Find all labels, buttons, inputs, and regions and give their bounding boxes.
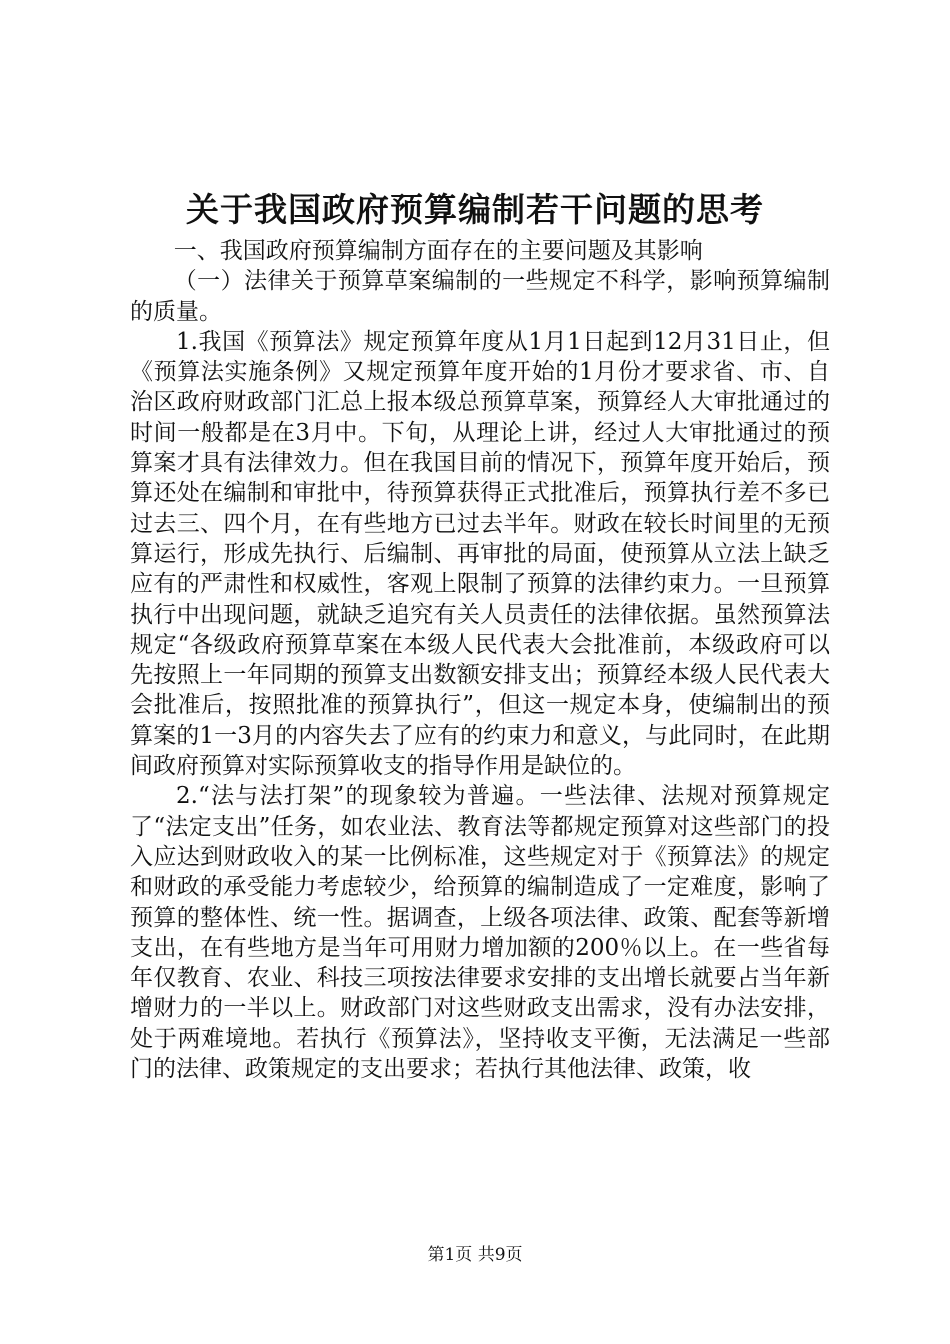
- body-paragraph-1: 1.我国《预算法》规定预算年度从1月1日起到12月31日止，但《预算法实施条例》又规定预算年度开始的1月份才要求省、市、自治区政府财政部门汇总上报本级总预算草案，预算经人大审批通过的时间一般都是在3月中。下旬，从理论上讲，经过人大审批通过的预算案才具有法律效力。但在我国目前的情况下，预算年度开始后，预算还处在编制和审批中，待预算获得正式批准后，预算执行差不多已过去三、四个月，在有些地方已过去半年。财政在较长时间里的无预算运行，形成先执行、后编制、再审批的局面，使预算从立法上缺乏应有的严肃性和权威性，客观上限制了预算的法律约束力。一旦预算执行中出现问题，就缺乏追究有关人员责任的法律依据。虽然预算法规定“各级政府预算草案在本级人民代表大会批准前，本级政府可以先按照上一年同期的预算支出数额安排支出；预算经本级人民代表大会批准后，按照批准的预算执行”，但这一规定本身，使编制出的预算案的1一3月的内容失去了应有的约束力和意义，与此同时，在此期间政府预算对实际预算收支的指导作用是缺位的。: [130, 328, 830, 780]
- document-body: [130, 236, 830, 1084]
- page-number: 第1页 共9页: [427, 1245, 523, 1265]
- document-title: 关于我国政府预算编制若干问题的思考: [186, 190, 764, 229]
- page-footer: [0, 1243, 950, 1267]
- section-heading: 一、我国政府预算编制方面存在的主要问题及其影响: [173, 238, 703, 264]
- subsection-heading: （一）法律关于预算草案编制的一些规定不科学，影响预算编制的质量。: [130, 268, 830, 325]
- body-paragraph-2: 2.“法与法打架”的现象较为普遍。一些法律、法规对预算规定了“法定支出”任务，如农业法、教育法等都规定预算对这些部门的投入应达到财政收入的某一比例标准，这些规定对于《预算法》的规定和财政的承受能力考虑较少，给预算的编制造成了一定难度，影响了预算的整体性、统一性。据调查，上级各项法律、政策、配套等新增支出，在有些地方是当年可用财力增加额的200％以上。在一些省每年仅教育、农业、科技三项按法律要求安排的支出增长就要占当年新增财力的一半以上。财政部门对这些财政支出需求，没有办法安排，处于两难境地。若执行《预算法》，坚持收支平衡，无法满足一些部门的法律、政策规定的支出要求；若执行其他法律、政策，收: [130, 783, 830, 1083]
